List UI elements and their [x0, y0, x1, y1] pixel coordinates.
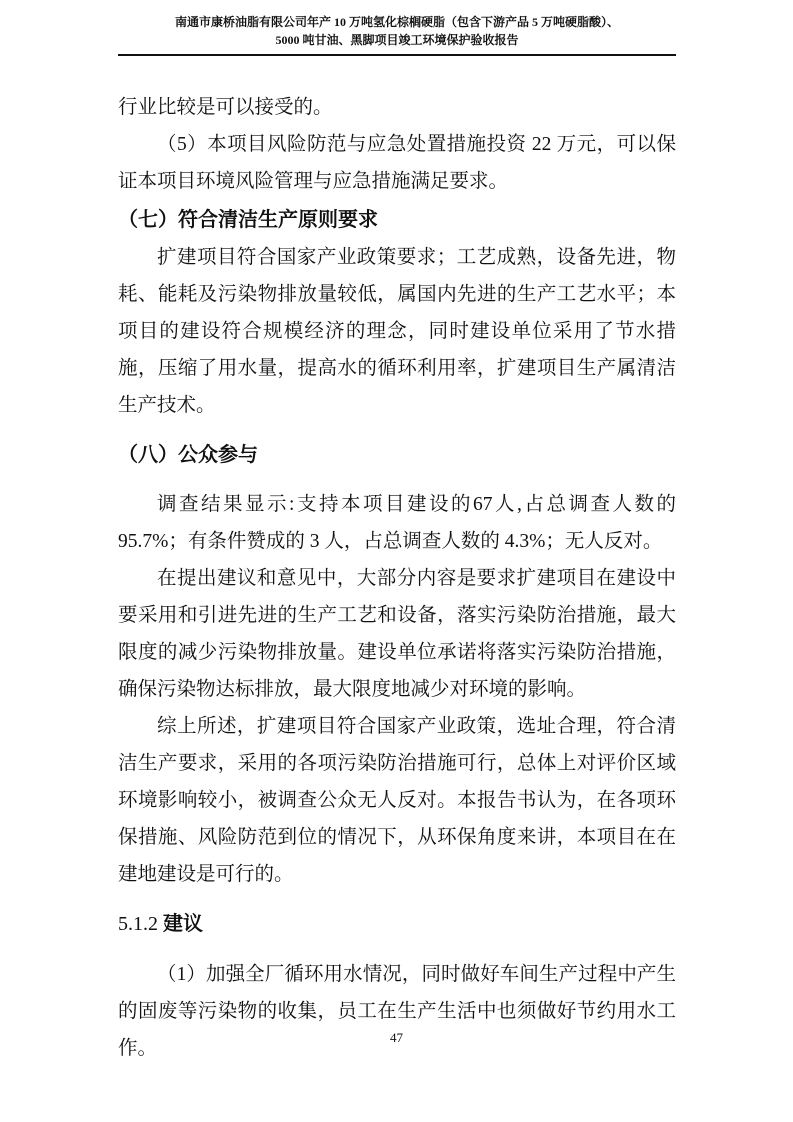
- section-heading-512-title: 建议: [163, 913, 203, 935]
- paragraph-clean-production: 扩建项目符合国家产业政策要求；工艺成熟，设备先进，物耗、能耗及污染物排放量较低，属国内先进的生产工艺水平；本项目的建设符合规模经济的理念，同时建设单位采用了节水措施，压缩了用水量，提高水的循环利用率，扩建项目生产属清洁生产技术。: [118, 247, 676, 416]
- header-title-line-1: 南通市康桥油脂有限公司年产 10 万吨氢化棕榈硬脂（包含下游产品 5 万吨硬脂酸）、: [174, 15, 619, 29]
- page-header: [118, 13, 676, 56]
- section-heading-eight: （八）公众参与: [118, 444, 258, 466]
- section-heading-seven: （七）符合清洁生产原则要求: [118, 209, 378, 231]
- section-heading-512: [118, 906, 676, 943]
- paragraph-industry-comparison: 行业比较是可以接受的。: [118, 97, 333, 118]
- paragraph-overall-conclusion: 综上所述，扩建项目符合国家产业政策，选址合理，符合清洁生产要求，采用的各项污染防治措施可行，总体上对评价区域环境影响较小，被调查公众无人反对。本报告书认为，在各项环保措施、风险防范到位的情况下，从环保角度来讲，本项目在在建地建设是可行的。: [118, 716, 676, 885]
- paragraph-risk-investment: （5）本项目风险防范与应急处置措施投资 22 万元，可以保证本项目环境风险管理与应急措施满足要求。: [118, 134, 676, 192]
- page-number: 47: [390, 1030, 403, 1045]
- paragraph-public-opinions: 在提出建议和意见中，大部分内容是要求扩建项目在建设中要采用和引进先进的生产工艺和设备，落实污染防治措施，最大限度的减少污染物排放量。建设单位承诺将落实污染防治措施，确保污染物达标排放，最大限度地减少对环境的影响。: [118, 568, 676, 700]
- paragraph-suggestion-1: （1）加强全厂循环用水情况，同时做好车间生产过程中产生的固废等污染物的收集，员工在生产生活中也须做好节约用水工作。: [118, 964, 676, 1059]
- section-heading-512-number: 5.1.2: [118, 913, 158, 935]
- document-body: [118, 89, 676, 1067]
- header-title-line-2: 5000 吨甘油、黑脚项目竣工环境保护验收报告: [275, 33, 519, 47]
- paragraph-survey-results: 调查结果显示:支持本项目建设的67人,占总调查人数的95.7%；有条件赞成的 3 人，占总调查人数的 4.3%；无人反对。: [118, 494, 676, 552]
- page-footer: [0, 1028, 793, 1048]
